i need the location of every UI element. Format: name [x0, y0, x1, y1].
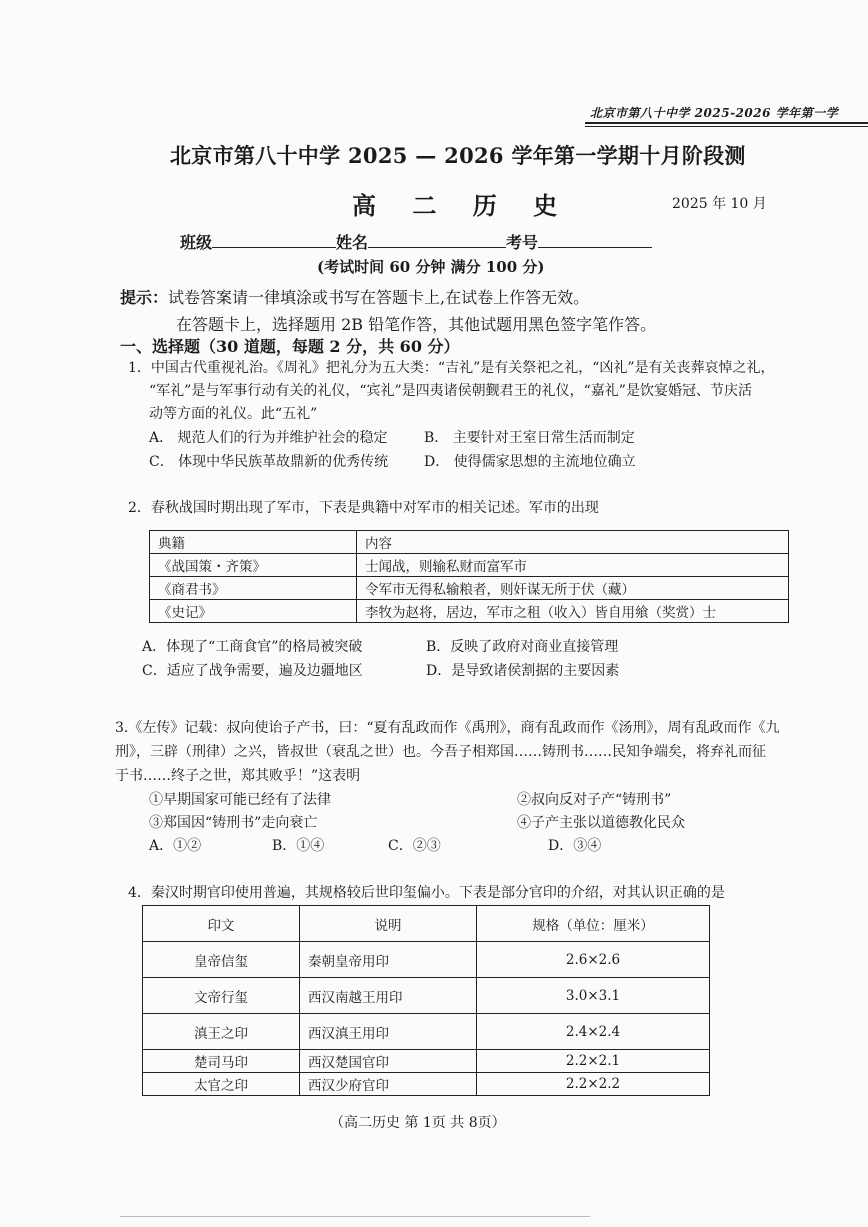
table-row: [143, 978, 710, 1014]
table-header-cell: 印文: [143, 906, 300, 942]
q2-option-c: C．适应了战争需要，遍及边疆地区: [142, 663, 363, 679]
table-cell: 2.6×2.6: [477, 942, 710, 978]
table-cell: 3.0×3.1: [477, 978, 710, 1014]
table-row: [150, 554, 789, 577]
q3-option-a: A．①②: [149, 838, 202, 854]
id-label: 考号: [506, 233, 539, 252]
table-header-cell: 说明: [300, 906, 477, 942]
table-row: [143, 1014, 710, 1050]
table-cell: 楚司马印: [143, 1050, 300, 1073]
table-cell: 文帝行玺: [143, 978, 300, 1014]
running-header: 北京市第八十中学 2025-2026 学年第一学: [590, 106, 839, 120]
q3-item-1: ①早期国家可能已经有了法律: [149, 792, 331, 808]
tip-text-1: 试卷答案请一律填涂或书写在答题卡上,在试卷上作答无效。: [168, 288, 590, 307]
table-cell: 滇王之印: [143, 1014, 300, 1050]
table-row: [143, 942, 710, 978]
table-cell: 李牧为赵将，居边，军市之租（收入）皆自用飨（奖赏）士: [357, 600, 789, 623]
table-cell: 令军市无得私输粮者，则奸谋无所于伏（藏）: [357, 577, 789, 600]
header-rule: [585, 122, 868, 124]
tip-line-2: 在答题卡上，选择题用 2B 铅笔作答，其他试题用黑色签字笔作答。: [176, 315, 657, 334]
exam-date: 2025 年 10 月: [672, 196, 767, 212]
section-title: 一、选择题（30 道题，每题 2 分，共 60 分）: [120, 337, 460, 356]
table-row: [150, 600, 789, 623]
table-cell: 太官之印: [143, 1073, 300, 1096]
q3-item-2: ②叔向反对子产“铸刑书”: [517, 792, 672, 808]
table-cell: 西汉楚国官印: [300, 1050, 477, 1073]
table-cell: 西汉滇王用印: [300, 1014, 477, 1050]
tip-line-1: [120, 285, 589, 308]
q2-option-b: B．反映了政府对商业直接管理: [426, 639, 619, 655]
table-header-row: [143, 906, 710, 942]
id-blank[interactable]: [538, 229, 652, 248]
document-title: 北京市第八十中学 2025 — 2026 学年第一学期十月阶段测: [170, 143, 746, 168]
table-header-cell: 规格（单位：厘米）: [477, 906, 710, 942]
name-blank[interactable]: [368, 229, 506, 248]
table-row: [143, 1050, 710, 1073]
header-rule-thin: [585, 126, 868, 127]
table-cell: 西汉少府官印: [300, 1073, 477, 1096]
student-info-row: [180, 229, 652, 253]
page-footer: （高二历史 第 1页 共 8页）: [330, 1115, 506, 1131]
table-cell: 西汉南越王用印: [300, 978, 477, 1014]
q3-option-b: B．①④: [272, 838, 325, 854]
table-cell: 士闻战，则输私财而富军市: [357, 554, 789, 577]
q1-line-3: 动等方面的礼仪。此“五礼”: [149, 406, 318, 422]
q2-table: [149, 530, 789, 623]
q2-option-a: A．体现了“工商食官”的格局被突破: [142, 639, 363, 655]
subject-title: 高 二 历 史: [352, 191, 572, 220]
q3-item-4: ④子产主张以道德教化民众: [517, 815, 685, 831]
table-cell: 秦朝皇帝用印: [300, 942, 477, 978]
q1-line-2: “军礼”是与军事行动有关的礼仪，“宾礼”是四夷诸侯朝觐君王的礼仪，“嘉礼”是饮宴婚冠、节庆活: [149, 383, 752, 399]
q3-option-c: C．②③: [388, 838, 441, 854]
class-blank[interactable]: [212, 229, 336, 248]
class-label: 班级: [180, 233, 213, 252]
table-row: [150, 577, 789, 600]
table-cell: 2.2×2.2: [477, 1073, 710, 1096]
q3-line-2: 刑》，三辟（刑律）之兴，皆叔世（衰乱之世）也。今吾子相郑国……铸刑书……民知争端矣，将弃礼而征: [115, 744, 766, 760]
q3-line-1: 3.《左传》记载：叔向使诒子产书，曰：“夏有乱政而作《禹刑》，商有乱政而作《汤刑》，周有乱政而作《九: [115, 720, 780, 736]
q3-item-3: ③郑国因“铸刑书”走向衰亡: [149, 815, 318, 831]
q1-option-d: D． 使得儒家思想的主流地位确立: [424, 454, 636, 470]
table-cell: 《战国策・齐策》: [150, 554, 357, 577]
table-cell: 《商君书》: [150, 577, 357, 600]
q1-option-a: A． 规范人们的行为并维护社会的稳定: [149, 430, 388, 446]
table-header-row: [150, 531, 789, 554]
table-header-cell: 内容: [357, 531, 789, 554]
table-cell: 《史记》: [150, 600, 357, 623]
exam-time-note: (考试时间 60 分钟 满分 100 分): [317, 258, 545, 276]
name-label: 姓名: [336, 233, 369, 252]
scan-edge-line: [120, 1216, 590, 1217]
q4-stem: 4．秦汉时期官印使用普遍，其规格较后世印玺偏小。下表是部分官印的介绍，对其认识正确的是: [128, 885, 725, 901]
q1-option-c: C． 体现中华民族革故鼎新的优秀传统: [149, 454, 389, 470]
q1-option-b: B． 主要针对王室日常生活而制定: [424, 430, 635, 446]
table-cell: 2.2×2.1: [477, 1050, 710, 1073]
q2-option-d: D．是导致诸侯割据的主要因素: [426, 663, 620, 679]
table-cell: 皇帝信玺: [143, 942, 300, 978]
q1-line-1: 1．中国古代重视礼治。《周礼》把礼分为五大类：“吉礼”是有关祭祀之礼，“凶礼”是有关丧葬哀悼之礼，: [128, 360, 775, 376]
tip-label: 提示：: [120, 288, 169, 307]
q3-line-3: 于书……终子之世，郑其败乎！”这表明: [115, 768, 361, 784]
table-row: [143, 1073, 710, 1096]
q3-option-d: D．③④: [548, 838, 602, 854]
table-cell: 2.4×2.4: [477, 1014, 710, 1050]
q2-stem: 2．春秋战国时期出现了军市，下表是典籍中对军市的相关记述。军市的出现: [128, 500, 599, 516]
q4-table: [142, 905, 710, 1096]
table-header-cell: 典籍: [150, 531, 357, 554]
